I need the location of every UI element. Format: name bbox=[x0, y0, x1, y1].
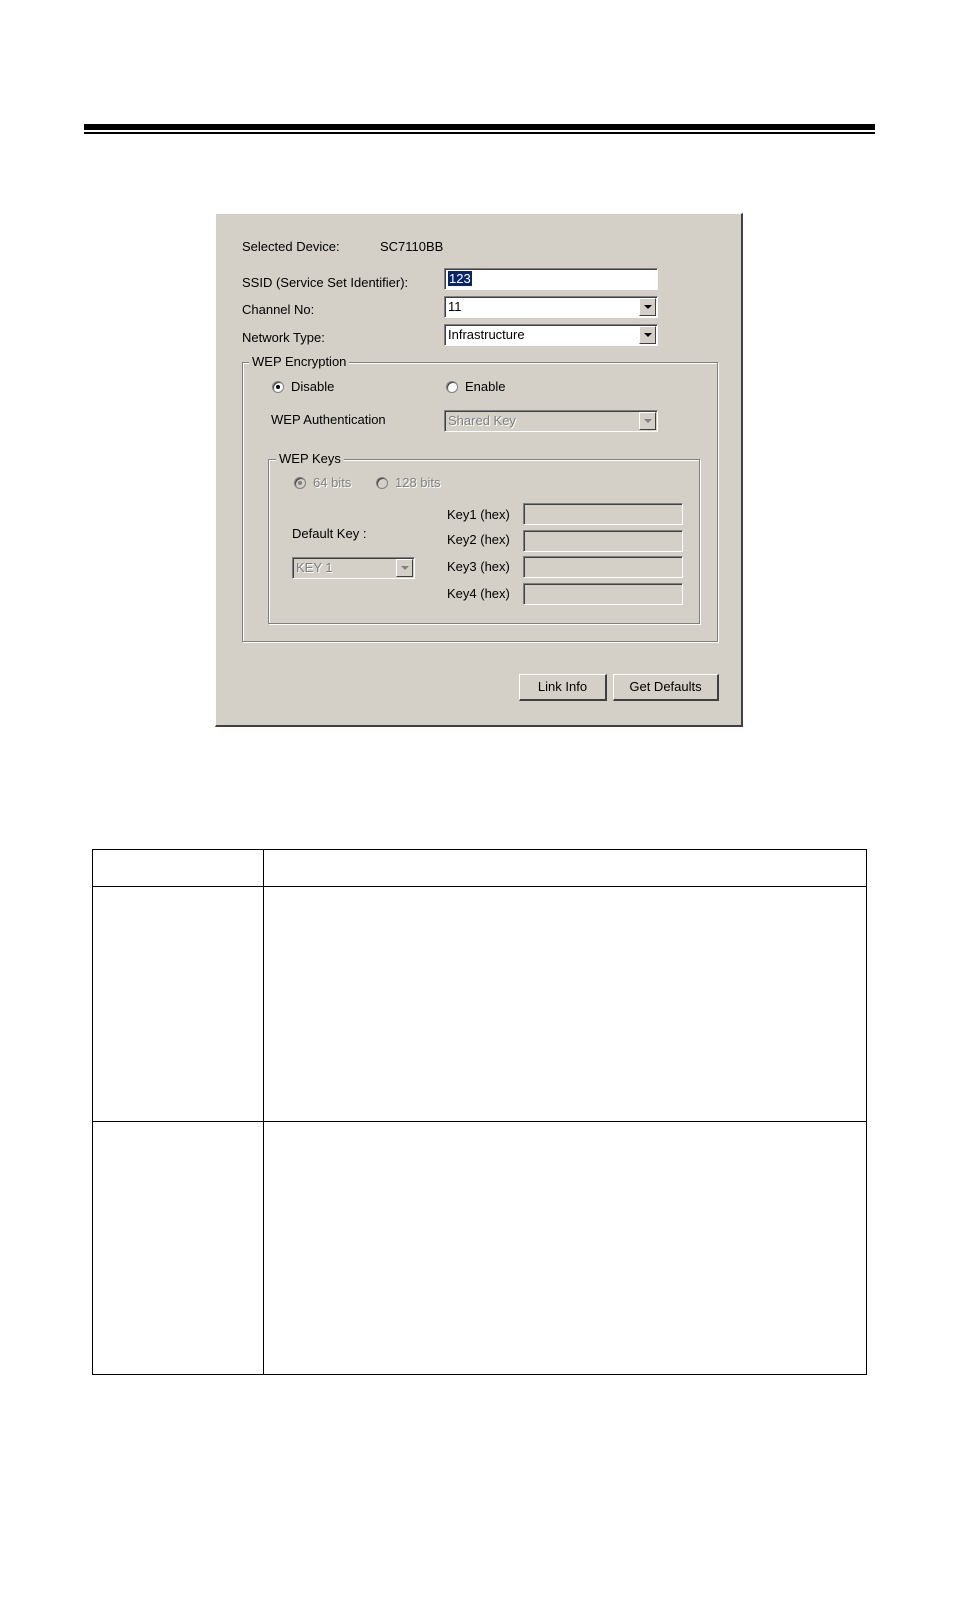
ssid-value: 123 bbox=[449, 271, 471, 286]
table-cell bbox=[264, 887, 867, 1122]
get-defaults-button[interactable]: Get Defaults bbox=[613, 674, 719, 701]
bits-128-label: 128 bits bbox=[395, 475, 441, 490]
header-rule-thick bbox=[84, 124, 875, 130]
settings-description-table bbox=[92, 849, 867, 1375]
wep-keys-group bbox=[268, 451, 700, 624]
default-key-value: KEY 1 bbox=[296, 560, 333, 575]
table-cell bbox=[264, 1122, 867, 1375]
ssid-input[interactable] bbox=[444, 268, 658, 290]
radio-dot-icon bbox=[298, 481, 302, 485]
chevron-down-icon bbox=[644, 419, 652, 423]
wep-encryption-title: WEP Encryption bbox=[249, 354, 349, 370]
key3-input[interactable] bbox=[523, 556, 683, 578]
table-cell bbox=[93, 1122, 264, 1375]
header-rule-thin bbox=[84, 132, 875, 134]
chevron-down-icon bbox=[401, 566, 409, 570]
wep-enable-label: Enable bbox=[465, 379, 506, 394]
table-row bbox=[93, 1122, 867, 1375]
key1-label: Key1 (hex) bbox=[447, 507, 510, 522]
wep-auth-select[interactable] bbox=[444, 410, 658, 432]
link-info-button[interactable]: Link Info bbox=[519, 674, 607, 701]
table-header-row bbox=[93, 850, 867, 887]
channel-label: Channel No: bbox=[242, 302, 315, 317]
channel-dropdown-button[interactable] bbox=[639, 298, 656, 316]
key2-input[interactable] bbox=[523, 530, 683, 552]
wep-keys-title: WEP Keys bbox=[276, 451, 344, 467]
default-key-label: Default Key : bbox=[292, 526, 367, 541]
key3-label: Key3 (hex) bbox=[447, 559, 510, 574]
wep-disable-label: Disable bbox=[291, 379, 335, 394]
chevron-down-icon bbox=[644, 305, 652, 309]
channel-value: 11 bbox=[448, 299, 462, 314]
wep-auth-value: Shared Key bbox=[448, 413, 516, 428]
bits-64-label: 64 bits bbox=[313, 475, 352, 490]
network-type-select[interactable] bbox=[444, 324, 658, 346]
default-key-select[interactable] bbox=[292, 557, 415, 579]
wep-auth-label: WEP Authentication bbox=[271, 412, 386, 427]
wireless-settings-dialog bbox=[215, 213, 743, 727]
selected-device-value: SC7110BB bbox=[380, 239, 444, 254]
wep-enable-radio[interactable] bbox=[446, 381, 458, 393]
key2-label: Key2 (hex) bbox=[447, 532, 510, 547]
table-cell bbox=[264, 850, 867, 887]
ssid-label: SSID (Service Set Identifier): bbox=[242, 275, 409, 290]
selected-device-label: Selected Device: bbox=[242, 239, 340, 254]
table-row bbox=[93, 887, 867, 1122]
chevron-down-icon bbox=[644, 333, 652, 337]
table-cell bbox=[93, 887, 264, 1122]
bits-64-radio[interactable] bbox=[294, 477, 306, 489]
network-type-value: Infrastructure bbox=[448, 327, 525, 342]
bits-128-radio[interactable] bbox=[376, 477, 388, 489]
default-key-dropdown-button[interactable] bbox=[396, 559, 413, 577]
wep-auth-dropdown-button[interactable] bbox=[639, 412, 656, 430]
channel-select[interactable] bbox=[444, 296, 658, 318]
wep-disable-radio[interactable] bbox=[272, 381, 284, 393]
wep-encryption-group bbox=[242, 354, 718, 642]
radio-dot-icon bbox=[276, 385, 280, 389]
network-type-label: Network Type: bbox=[242, 330, 325, 345]
key1-input[interactable] bbox=[523, 503, 683, 525]
network-type-dropdown-button[interactable] bbox=[639, 326, 656, 344]
key4-label: Key4 (hex) bbox=[447, 586, 510, 601]
key4-input[interactable] bbox=[523, 583, 683, 605]
table-cell bbox=[93, 850, 264, 887]
